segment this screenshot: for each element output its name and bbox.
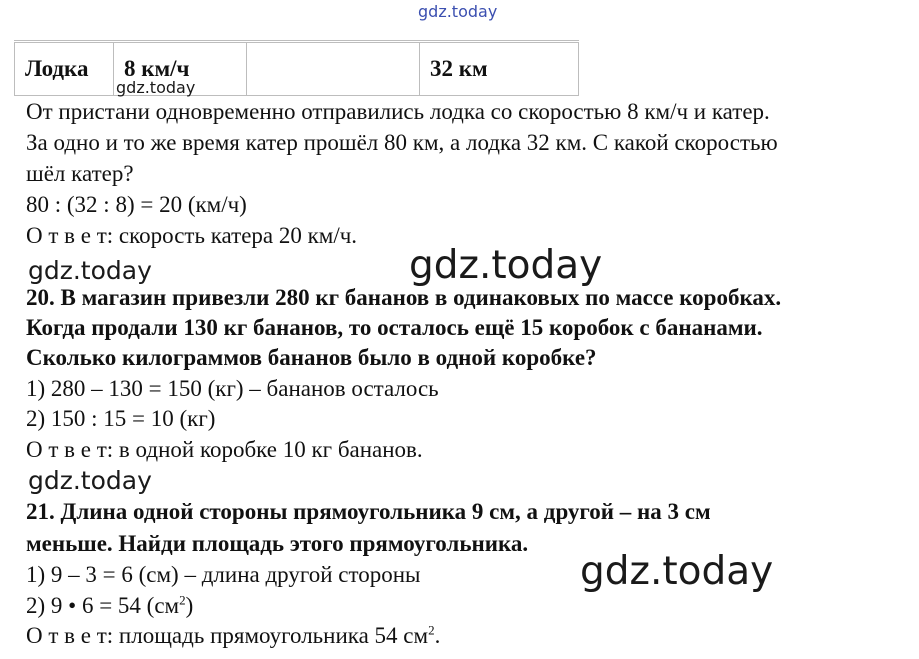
problem19-text-2: За одно и то же время катер прошёл 80 км, а лодка 32 км. С какой скоростью xyxy=(26,130,778,155)
table-cell-distance: 32 км xyxy=(420,42,579,96)
watermark-small: gdz.today xyxy=(116,78,196,97)
watermark-large: gdz.today xyxy=(580,549,774,594)
problem20-answer: О т в е т: в одной коробке 10 кг бананов. xyxy=(26,437,423,462)
step-2-text: 2) 9 • 6 = 54 (см xyxy=(26,593,180,618)
superscript: 2 xyxy=(179,592,186,608)
problem20-step-2: 2) 150 : 15 = 10 (кг) xyxy=(26,406,216,431)
problem20-step-1: 1) 280 – 130 = 150 (кг) – бананов осталось xyxy=(26,376,439,401)
watermark-top: gdz.today xyxy=(418,2,498,21)
step-2-end: ) xyxy=(185,593,194,618)
problem21-step-1: 1) 9 – 3 = 6 (см) – длина другой стороны xyxy=(26,562,421,587)
problem19-solution: 80 : (32 : 8) = 20 (км/ч) xyxy=(26,192,247,217)
problem21-text-2: меньше. Найди площадь этого прямоугольника. xyxy=(26,531,529,556)
problem20-text-3: Сколько килограммов бананов было в одной коробке? xyxy=(26,345,597,370)
answer-text: О т в е т: площадь прямоугольника 54 см xyxy=(26,623,429,648)
answer-end: . xyxy=(434,623,441,648)
watermark-medium: gdz.today xyxy=(28,256,152,285)
superscript: 2 xyxy=(428,622,435,638)
problem20-text-2: Когда продали 130 кг бананов, то осталось ещё 15 коробок с бананами. xyxy=(26,315,763,340)
table-row xyxy=(15,42,579,96)
watermark-medium: gdz.today xyxy=(28,466,152,495)
problem21-text-1: 21. Длина одной стороны прямоугольника 9 см, а другой – на 3 см xyxy=(26,499,711,524)
problem19-text-1: От пристани одновременно отправились лодка со скоростью 8 км/ч и катер. xyxy=(26,99,770,124)
problem19-answer: О т в е т: скорость катера 20 км/ч. xyxy=(26,223,358,248)
problem21-step-2 xyxy=(26,594,193,617)
data-table xyxy=(14,40,579,96)
watermark-large: gdz.today xyxy=(409,243,603,288)
problem21-answer xyxy=(26,624,440,647)
table-cell-time xyxy=(247,42,420,96)
table-cell-speed: 8 км/ч xyxy=(114,42,247,96)
problem20-text-1: 20. В магазин привезли 280 кг бананов в одинаковых по массе коробках. xyxy=(26,285,782,310)
table-cell-object: Лодка xyxy=(15,42,114,96)
problem19-text-3: шёл катер? xyxy=(26,161,134,186)
